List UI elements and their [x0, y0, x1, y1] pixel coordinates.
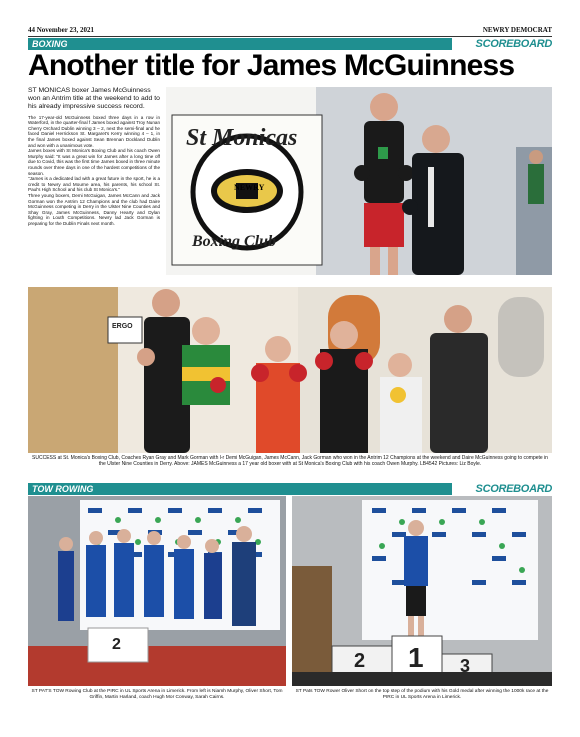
story-lede: ST MONICAS boxer James McGuinness won an Antrim title at the weekend to add to his already impressive success record.: [28, 87, 160, 111]
club-sign-boxing-club: Boxing Club: [192, 233, 277, 250]
boxer-coach-photo: [166, 87, 552, 275]
ergo-sign: ERGO: [112, 323, 133, 330]
story-paragraph: James boxes with St Monica's Boxing Club and his coach Owen Murphy said: "It was a great win for James after a long time off due to Covid, this was the first time James boxed in three minute rounds over three days in one of the hardest competitions of the season.: [28, 148, 160, 176]
rower-podium-photo: [292, 496, 552, 686]
rowing-team-illustration: [28, 496, 286, 686]
rowing-section-bar: [28, 483, 552, 495]
page-folio: [28, 26, 552, 36]
podium-number-1: 1: [408, 642, 424, 673]
rowing-team-photo: [28, 496, 286, 686]
boxing-section-label: BOXING: [32, 39, 68, 49]
podium-number-left: 2: [112, 636, 121, 653]
young-boxers-illustration: [28, 287, 552, 453]
rower-podium-caption: ST Pats TOW Rower Oliver Short on the top step of the podium with his Gold medal after winning the 1000k race at the PIRC in UL Sports Arena in Limerick.: [295, 689, 549, 700]
newspaper-name: NEWRY DEMOCRAT: [482, 26, 552, 34]
rowing-section-label: TOW ROWING: [32, 484, 94, 494]
young-boxers-group-photo: [28, 287, 552, 453]
podium-number-3: 3: [460, 656, 471, 676]
story-paragraph: The 17-year-old McGuinness boxed three days in a row in Waterford, in the quarter-final f James boxed against Troy Nunan Cherry Orchard Dublin winning 3 – 2, next the semi-final and he faced Daniel Herrickson St. Margaret's Kerry winning 4 – 1, in the final James boxed against Sean Brennan Dockland Dublin and won with a unanimous vote.: [28, 114, 160, 148]
scoreboard-logo: SCOREBOARD: [452, 482, 552, 496]
podium-number-2: 2: [354, 650, 366, 672]
story-paragraph: Three young boxers, Demi McGuigan, James McCann and Jack Gorman won the Antrim 12 Champions and the club had Daire McGuinness competing in Derry in the Ulster Nine Counties and Shay Gray, James McGuinness, Danny Hearty and Dylan fighting in Louth Competitions. Newry lad Jack Gorman is preparing for the Dublin Finals next month.: [28, 192, 160, 226]
rowing-team-caption: ST PAT'S TOW Rowing Club at the PIRC in UL Sports Arena in Limerick. From left is Niamh Murphy, Oliver Short, Tom Griffin, Martin Harland, coach Hugh Mor Conway, Sarah Cairns.: [31, 689, 283, 700]
club-sign-town: NEWRY: [234, 183, 265, 192]
boxing-photo-caption: SUCCESS at St. Monica's Boxing Club, Coaches Ryan Gray and Mark Gorman with l-r Demi McGuigan, James McCann, Jack Gorman who won in the Antrim 12 Champions at the weekend and Daire McGuinness going to compete in the Ulster Nine Counties in Derry. Above: JAMES McGuinness a 17 year old boxer with at St Monica's Boxing Club with his coach Owen Murphy. LB4542 Pictures: Liz Boyle.: [32, 455, 548, 468]
headline: Another title for James McGuinness: [28, 49, 515, 82]
club-sign-name: St Monicas: [186, 125, 298, 151]
story-paragraph: "James is a dedicated lad with a great future in the sport, he is a credit to Newry and Mourne area, his parents, his school St. Paul's High School and his club St Monica's.": [28, 176, 160, 193]
page-number-date: 44 November 23, 2021: [28, 26, 94, 34]
scoreboard-logo: SCOREBOARD: [452, 37, 552, 51]
